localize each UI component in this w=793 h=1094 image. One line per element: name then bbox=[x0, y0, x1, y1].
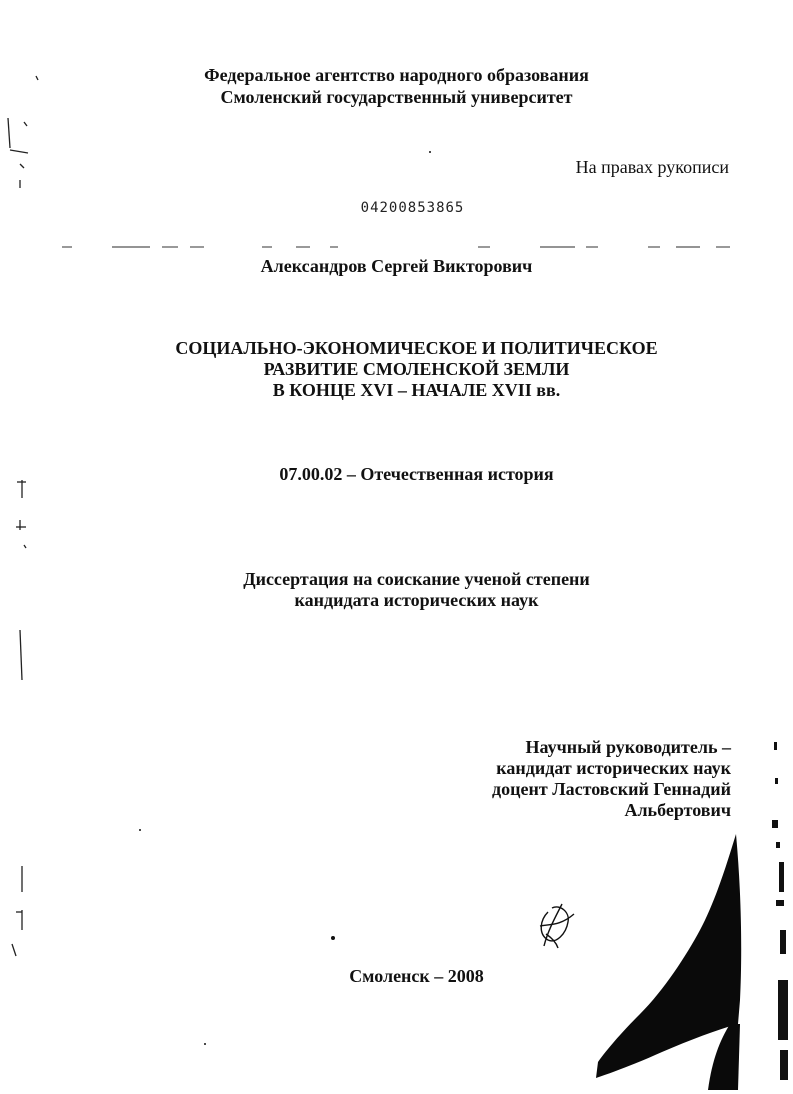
title-line-1: СОЦИАЛЬНО-ЭКОНОМИЧЕСКОЕ И ПОЛИТИЧЕСКОЕ bbox=[175, 338, 658, 358]
scan-shadow-lower bbox=[708, 1024, 740, 1090]
title-line-3: В КОНЦЕ XVI – НАЧАЛЕ XVII вв. bbox=[272, 380, 561, 400]
header-agency: Федеральное агентство народного образования bbox=[204, 65, 589, 85]
author-name: Александров Сергей Викторович bbox=[260, 256, 533, 276]
margin-marks-right bbox=[139, 151, 788, 1080]
specialty: 07.00.02 – Отечественная история bbox=[279, 464, 554, 484]
header-university: Смоленский государственный университет bbox=[220, 87, 573, 107]
scan-shadow bbox=[596, 834, 741, 1078]
supervisor-line-2: кандидат исторических наук bbox=[496, 758, 731, 778]
margin-marks-left bbox=[8, 76, 38, 956]
catalog-number: 04200853865 bbox=[360, 200, 465, 216]
supervisor-line-3: доцент Ластовский Геннадий bbox=[492, 779, 731, 799]
manuscript-rights-label: На правах рукописи bbox=[575, 157, 729, 177]
dissertation-line-1: Диссертация на соискание ученой степени bbox=[243, 569, 590, 589]
title-line-2: РАЗВИТИЕ СМОЛЕНСКОЙ ЗЕМЛИ bbox=[263, 359, 570, 379]
signature-icon bbox=[540, 904, 574, 948]
dissertation-line-2: кандидата исторических наук bbox=[294, 590, 539, 610]
supervisor-line-1: Научный руководитель – bbox=[525, 737, 731, 757]
city-year: Смоленск – 2008 bbox=[349, 966, 484, 986]
supervisor-line-4: Альбертович bbox=[624, 800, 731, 820]
